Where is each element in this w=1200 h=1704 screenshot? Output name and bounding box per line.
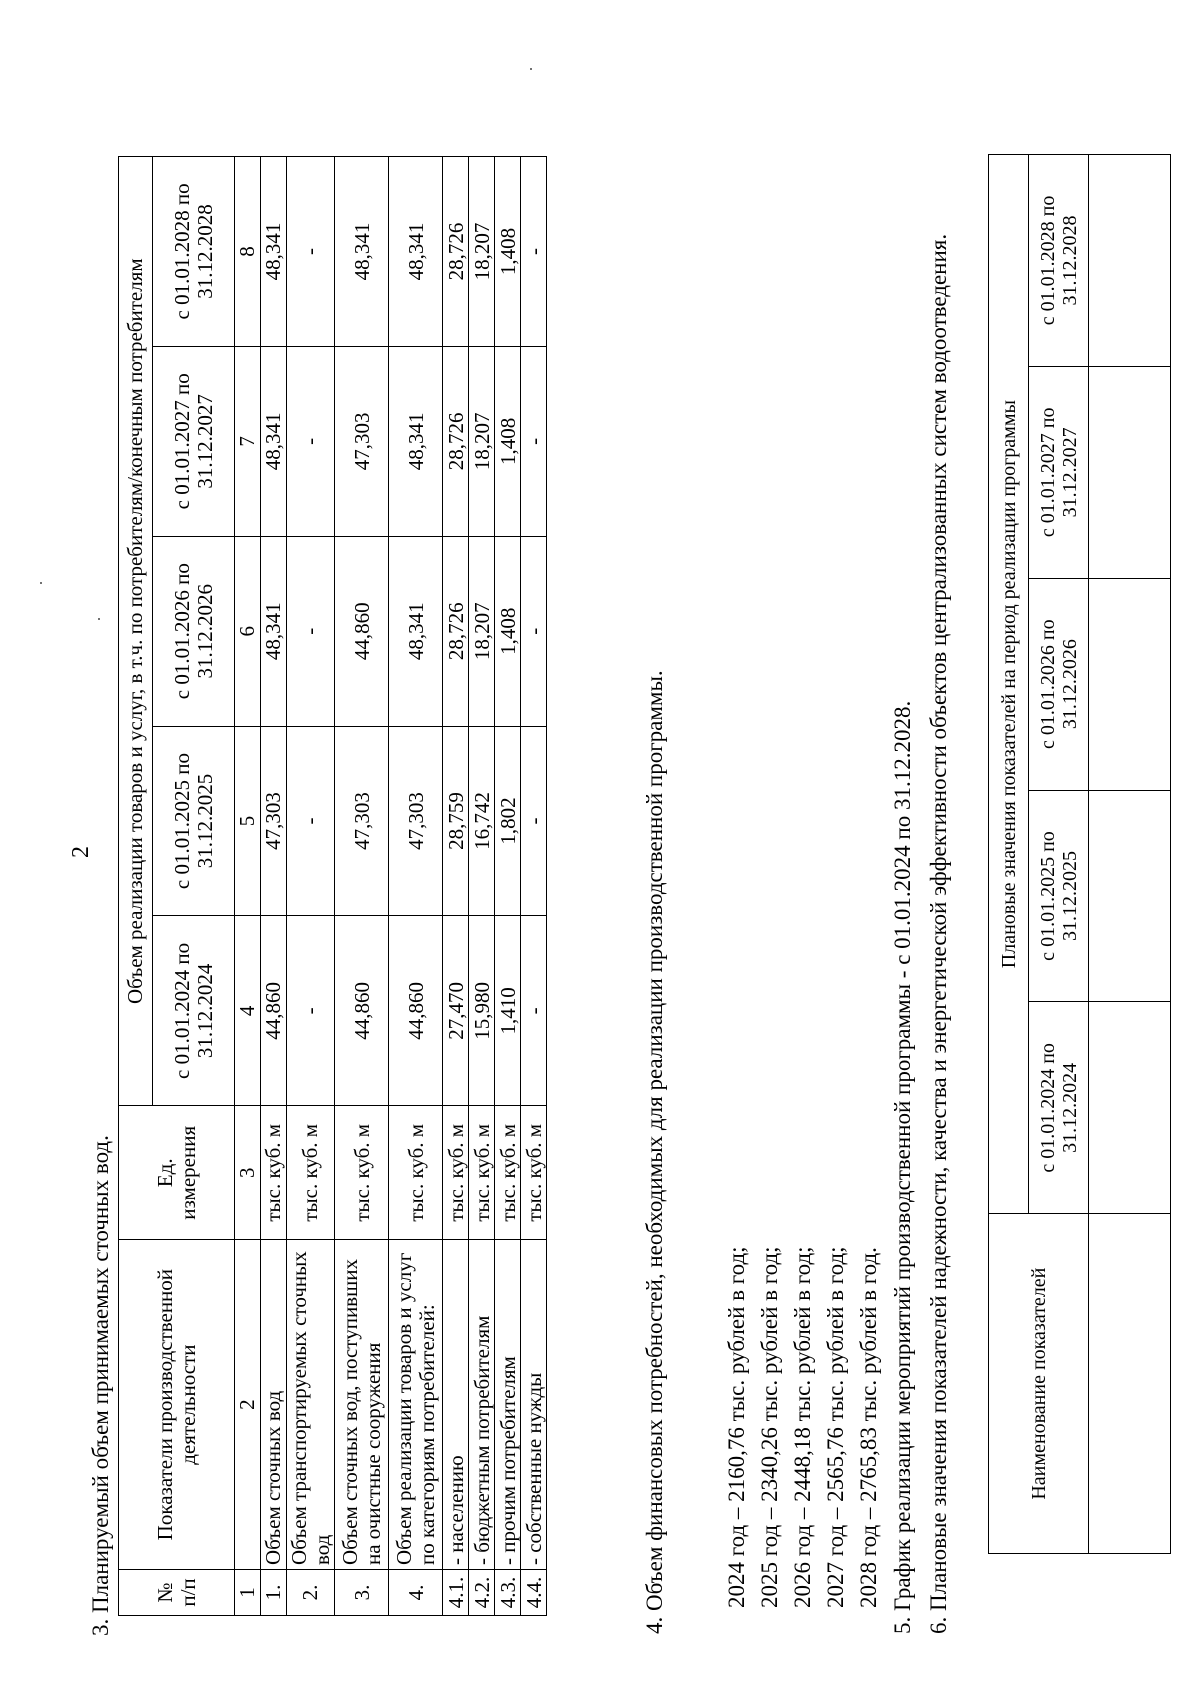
- row-indicator: - прочим потребителям: [495, 1240, 521, 1570]
- header-period: с 01.01.2027 по 31.12.2027: [1029, 366, 1089, 578]
- row-indicator: - бюджетным потребителям: [469, 1240, 495, 1570]
- header-period: с 01.01.2028 по 31.12.2028: [153, 157, 235, 347]
- header-period: с 01.01.2025 по 31.12.2025: [153, 726, 235, 916]
- header-period: с 01.01.2026 по 31.12.2026: [1029, 578, 1089, 790]
- row-value: 47,303: [389, 726, 443, 916]
- row-value: -: [287, 916, 335, 1106]
- column-number: 5: [235, 726, 261, 916]
- row-unit: тыс. куб. м: [495, 1106, 521, 1240]
- row-value: 18,207: [469, 536, 495, 726]
- column-number: 4: [235, 916, 261, 1106]
- table-row: [443, 157, 469, 1616]
- header-period: с 01.01.2024 по 31.12.2024: [153, 916, 235, 1106]
- row-num: 4.4.: [521, 1570, 547, 1616]
- column-number: 7: [235, 346, 261, 536]
- row-value: 44,860: [335, 536, 389, 726]
- scan-speck: [40, 582, 42, 584]
- row-value: 18,207: [469, 157, 495, 347]
- table-row: [335, 157, 389, 1616]
- row-value: 1,408: [495, 346, 521, 536]
- scan-speck: [530, 68, 532, 70]
- row-unit: тыс. куб. м: [287, 1106, 335, 1240]
- row-value: 44,860: [335, 916, 389, 1106]
- row-value: 47,303: [261, 726, 287, 916]
- row-unit: тыс. куб. м: [469, 1106, 495, 1240]
- row-unit: тыс. куб. м: [521, 1106, 547, 1240]
- row-value: 48,341: [389, 536, 443, 726]
- header-indicator-name: Наименование показателей: [989, 1214, 1089, 1554]
- column-number: 2: [235, 1240, 261, 1570]
- table-row: [287, 157, 335, 1616]
- row-num: 4.: [389, 1570, 443, 1616]
- column-number: 6: [235, 536, 261, 726]
- row-num: 3.: [335, 1570, 389, 1616]
- column-number: 3: [235, 1106, 261, 1240]
- row-value: 1,802: [495, 726, 521, 916]
- row-value: 48,341: [261, 157, 287, 347]
- row-indicator: Объем сточных вод, поступивших на очистные сооружения: [335, 1240, 389, 1570]
- wastewater-volume-table: [118, 156, 547, 1616]
- row-num: 4.2.: [469, 1570, 495, 1616]
- row-value: 16,742: [469, 726, 495, 916]
- row-value: -: [521, 157, 547, 347]
- table-row: [261, 157, 287, 1616]
- row-unit: тыс. куб. м: [261, 1106, 287, 1240]
- section-3-heading: 3. Планируемый объем принимаемых сточных вод.: [88, 1135, 113, 1636]
- finance-item: 2024 год – 2160,76 тыс. рублей в год;: [724, 1246, 749, 1608]
- row-value: 44,860: [261, 916, 287, 1106]
- row-num: 4.1.: [443, 1570, 469, 1616]
- header-num: № п/п: [119, 1570, 235, 1616]
- row-value: -: [521, 916, 547, 1106]
- row-indicator: Объем реализации товаров и услуг по категориям потребителей:: [389, 1240, 443, 1570]
- row-value: 44,860: [389, 916, 443, 1106]
- row-value: 48,341: [335, 157, 389, 347]
- section-4-heading: 4. Объем финансовых потребностей, необходимых для реализации производственной программы.: [642, 670, 667, 1634]
- row-value: 1,408: [495, 157, 521, 347]
- indicators-table: [988, 154, 1171, 1554]
- row-num: 4.3.: [495, 1570, 521, 1616]
- row-indicator: Объем сточных вод: [261, 1240, 287, 1570]
- row-value: -: [521, 536, 547, 726]
- table-row: [469, 157, 495, 1616]
- row-value: 47,303: [335, 346, 389, 536]
- header-period: с 01.01.2026 по 31.12.2026: [153, 536, 235, 726]
- header-plan-group: Плановые значения показателей на период реализации программы: [989, 155, 1029, 1214]
- empty-row: [1089, 155, 1171, 1554]
- row-value: 18,207: [469, 346, 495, 536]
- row-value: 28,726: [443, 157, 469, 347]
- header-period: с 01.01.2027 по 31.12.2027: [153, 346, 235, 536]
- column-number-row: [235, 157, 261, 1616]
- row-value: 48,341: [261, 346, 287, 536]
- finance-item: 2027 год – 2565,76 тыс. рублей в год;: [823, 1246, 848, 1608]
- header-volume-group: Объем реализации товаров и услуг, в т.ч. по потребителям/конечным потребителям: [119, 157, 153, 1106]
- row-value: 1,410: [495, 916, 521, 1106]
- table-row: [389, 157, 443, 1616]
- column-number: 8: [235, 157, 261, 347]
- section-5-heading: 5. График реализации мероприятий производственной программы - с 01.01.2024 по 31.12.2028.: [890, 700, 915, 1634]
- row-indicator: Объем транспортируемых сточных вод: [287, 1240, 335, 1570]
- row-value: 27,470: [443, 916, 469, 1106]
- table-row: [521, 157, 547, 1616]
- finance-item: 2026 год – 2448,18 тыс. рублей в год;: [790, 1246, 815, 1608]
- row-unit: тыс. куб. м: [389, 1106, 443, 1240]
- row-value: -: [287, 157, 335, 347]
- row-indicator: - собственные нужды: [521, 1240, 547, 1570]
- row-num: 2.: [287, 1570, 335, 1616]
- scan-speck: [98, 618, 100, 620]
- row-value: 15,980: [469, 916, 495, 1106]
- row-value: 48,341: [261, 536, 287, 726]
- row-value: 28,726: [443, 536, 469, 726]
- row-num: 1.: [261, 1570, 287, 1616]
- header-unit: Ед. измерения: [119, 1106, 235, 1240]
- header-period: с 01.01.2025 по 31.12.2025: [1029, 790, 1089, 1002]
- finance-item: 2025 год – 2340,26 тыс. рублей в год;: [757, 1246, 782, 1608]
- header-period: с 01.01.2028 по 31.12.2028: [1029, 155, 1089, 367]
- row-unit: тыс. куб. м: [443, 1106, 469, 1240]
- row-value: 48,341: [389, 157, 443, 347]
- page-number: 2: [68, 846, 94, 858]
- row-value: 28,726: [443, 346, 469, 536]
- header-period: с 01.01.2024 по 31.12.2024: [1029, 1002, 1089, 1214]
- row-value: -: [287, 346, 335, 536]
- finance-list: [720, 1246, 885, 1608]
- row-indicator: - населению: [443, 1240, 469, 1570]
- row-value: 1,408: [495, 536, 521, 726]
- column-number: 1: [235, 1570, 261, 1616]
- section-6-heading: 6. Плановые значения показателей надежности, качества и энергетической эффективности объектов централизованных систем водоотведения.: [926, 233, 951, 1634]
- table-row: [495, 157, 521, 1616]
- header-indicator: Показатели производственной деятельности: [119, 1240, 235, 1570]
- row-value: 47,303: [335, 726, 389, 916]
- row-unit: тыс. куб. м: [335, 1106, 389, 1240]
- row-value: 28,759: [443, 726, 469, 916]
- row-value: -: [287, 726, 335, 916]
- row-value: 48,341: [389, 346, 443, 536]
- row-value: -: [521, 726, 547, 916]
- finance-item: 2028 год – 2765,83 тыс. рублей в год.: [856, 1247, 881, 1608]
- row-value: -: [521, 346, 547, 536]
- row-value: -: [287, 536, 335, 726]
